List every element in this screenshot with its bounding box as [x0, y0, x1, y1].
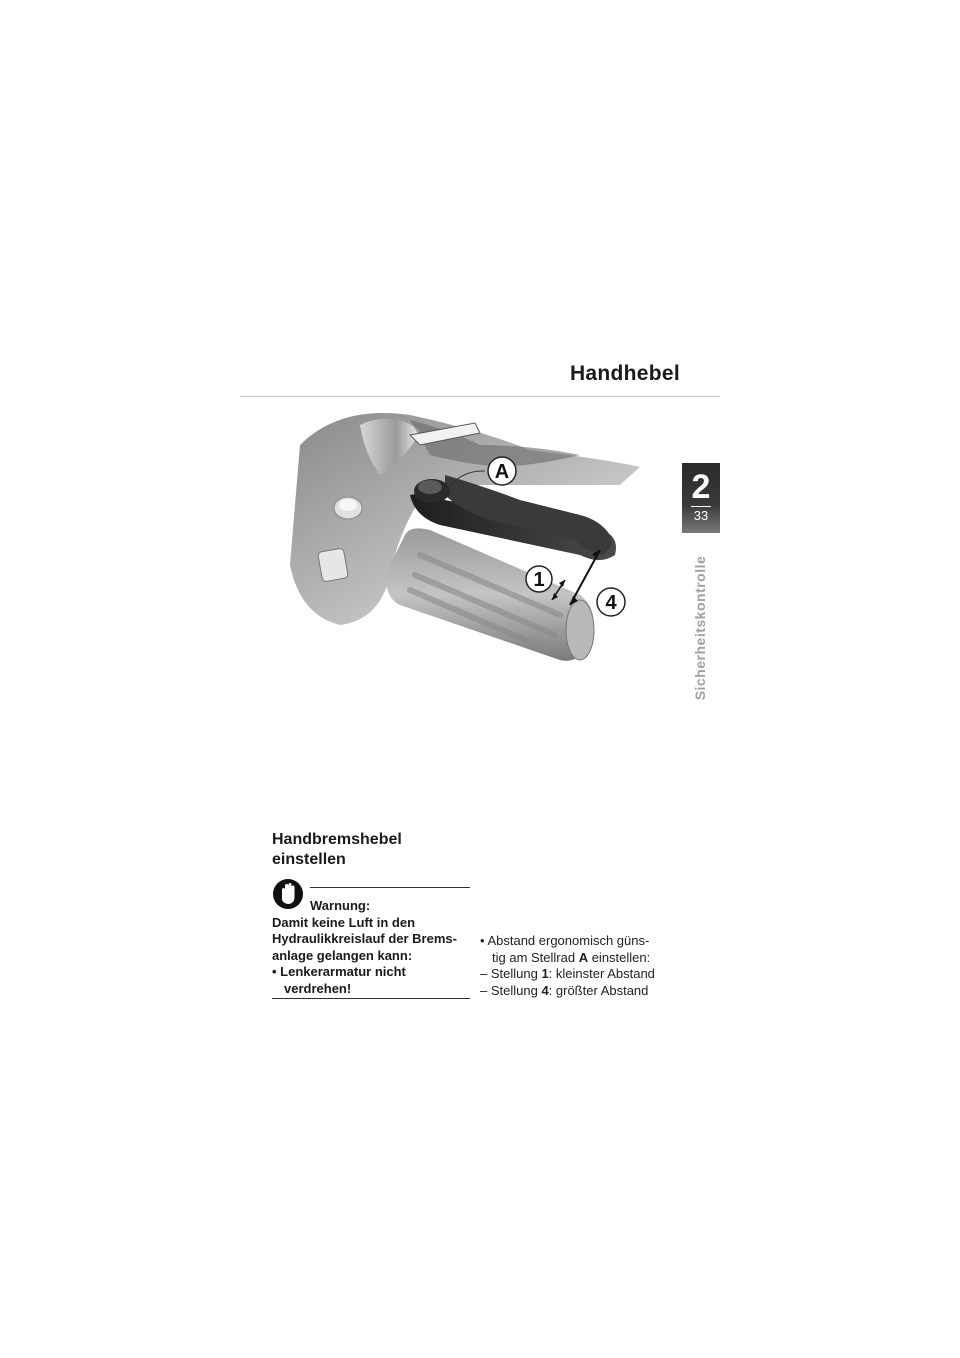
- header-divider: [240, 396, 720, 397]
- warning-top-rule: [310, 887, 470, 888]
- chapter-side-label: Sicherheitskontrolle: [692, 555, 708, 701]
- instruction-line2: tig am Stellrad A einstellen:: [492, 949, 651, 965]
- warning-line3: anlage gelangen kann:: [272, 947, 413, 963]
- section-title-line2: einstellen: [272, 851, 346, 868]
- handlebar-illustration: [280, 405, 700, 680]
- warning-bullet: • Lenkerarmatur nicht: [272, 964, 406, 979]
- instruction-line1: • Abstand ergonomisch güns-: [480, 933, 650, 948]
- callout-a: A: [494, 461, 510, 483]
- section-title: [272, 830, 492, 870]
- warning-title: Warnung:: [310, 898, 371, 913]
- callout-4: 4: [605, 592, 617, 614]
- callout-1: 1: [533, 569, 545, 591]
- section-title-line1: Handbremshebel: [272, 831, 402, 848]
- instructions: [480, 933, 700, 1000]
- warning-line1: Damit keine Luft in den: [272, 914, 416, 930]
- warning-box: [272, 898, 470, 997]
- warning-line2: Hydraulikkreislauf der Brems-: [272, 931, 457, 946]
- chapter-divider: [691, 506, 711, 507]
- warning-bullet-cont: verdrehen!: [284, 980, 352, 996]
- chapter-number: 2: [691, 468, 711, 506]
- instruction-item2: – Stellung 4: größter Abstand: [480, 983, 649, 999]
- page-number: 33: [693, 508, 709, 523]
- instruction-item1: – Stellung 1: kleinster Abstand: [480, 966, 655, 982]
- warning-bottom-rule: [272, 998, 470, 999]
- page-title: Handhebel: [569, 362, 680, 385]
